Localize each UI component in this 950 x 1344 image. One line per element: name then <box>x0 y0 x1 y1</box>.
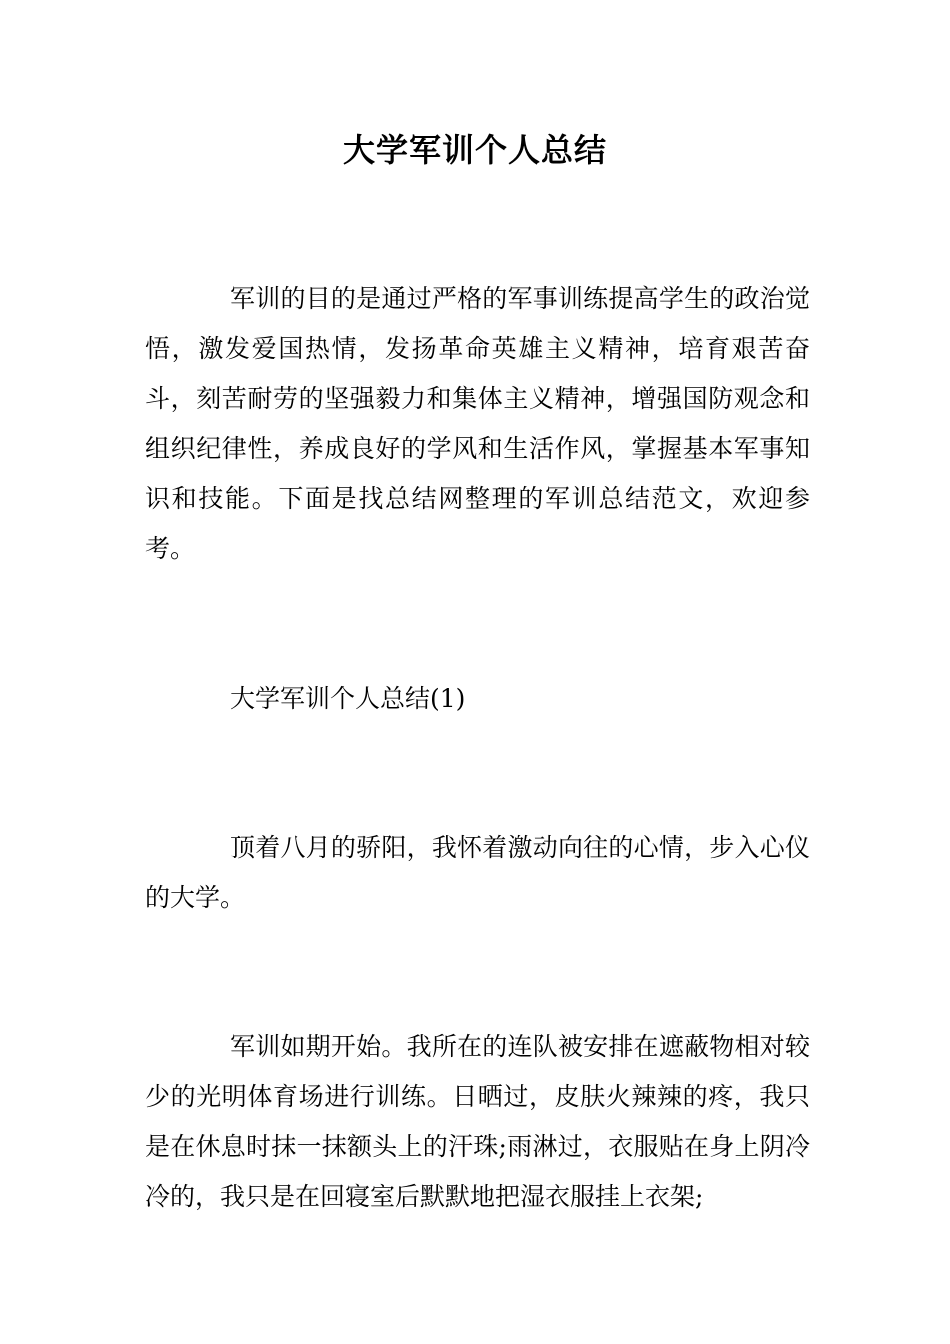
intro-paragraph: 军训的目的是通过严格的军事训练提高学生的政治觉悟，激发爱国热情，发扬革命英雄主义精神，培育艰苦奋斗，刻苦耐劳的坚强毅力和集体主义精神，增强国防观念和组织纪律性，养成良好的学风和生活作风，掌握基本军事知识和技能。下面是找总结网整理的军训总结范文，欢迎参考。 <box>145 284 810 563</box>
body-paragraph: 顶着八月的骄阳，我怀着激动向往的心情，步入心仪的大学。 <box>145 833 810 912</box>
section-heading: 大学军训个人总结(1) <box>230 684 466 713</box>
body-paragraph: 军训如期开始。我所在的连队被安排在遮蔽物相对较少的光明体育场进行训练。日晒过，皮肤火辣辣的疼，我只是在休息时抹一抹额头上的汗珠;雨淋过，衣服贴在身上阴冷冷的，我只是在回寝室后默默地把湿衣服挂上衣架; <box>145 1032 810 1211</box>
document-title: 大学军训个人总结 <box>342 131 607 169</box>
